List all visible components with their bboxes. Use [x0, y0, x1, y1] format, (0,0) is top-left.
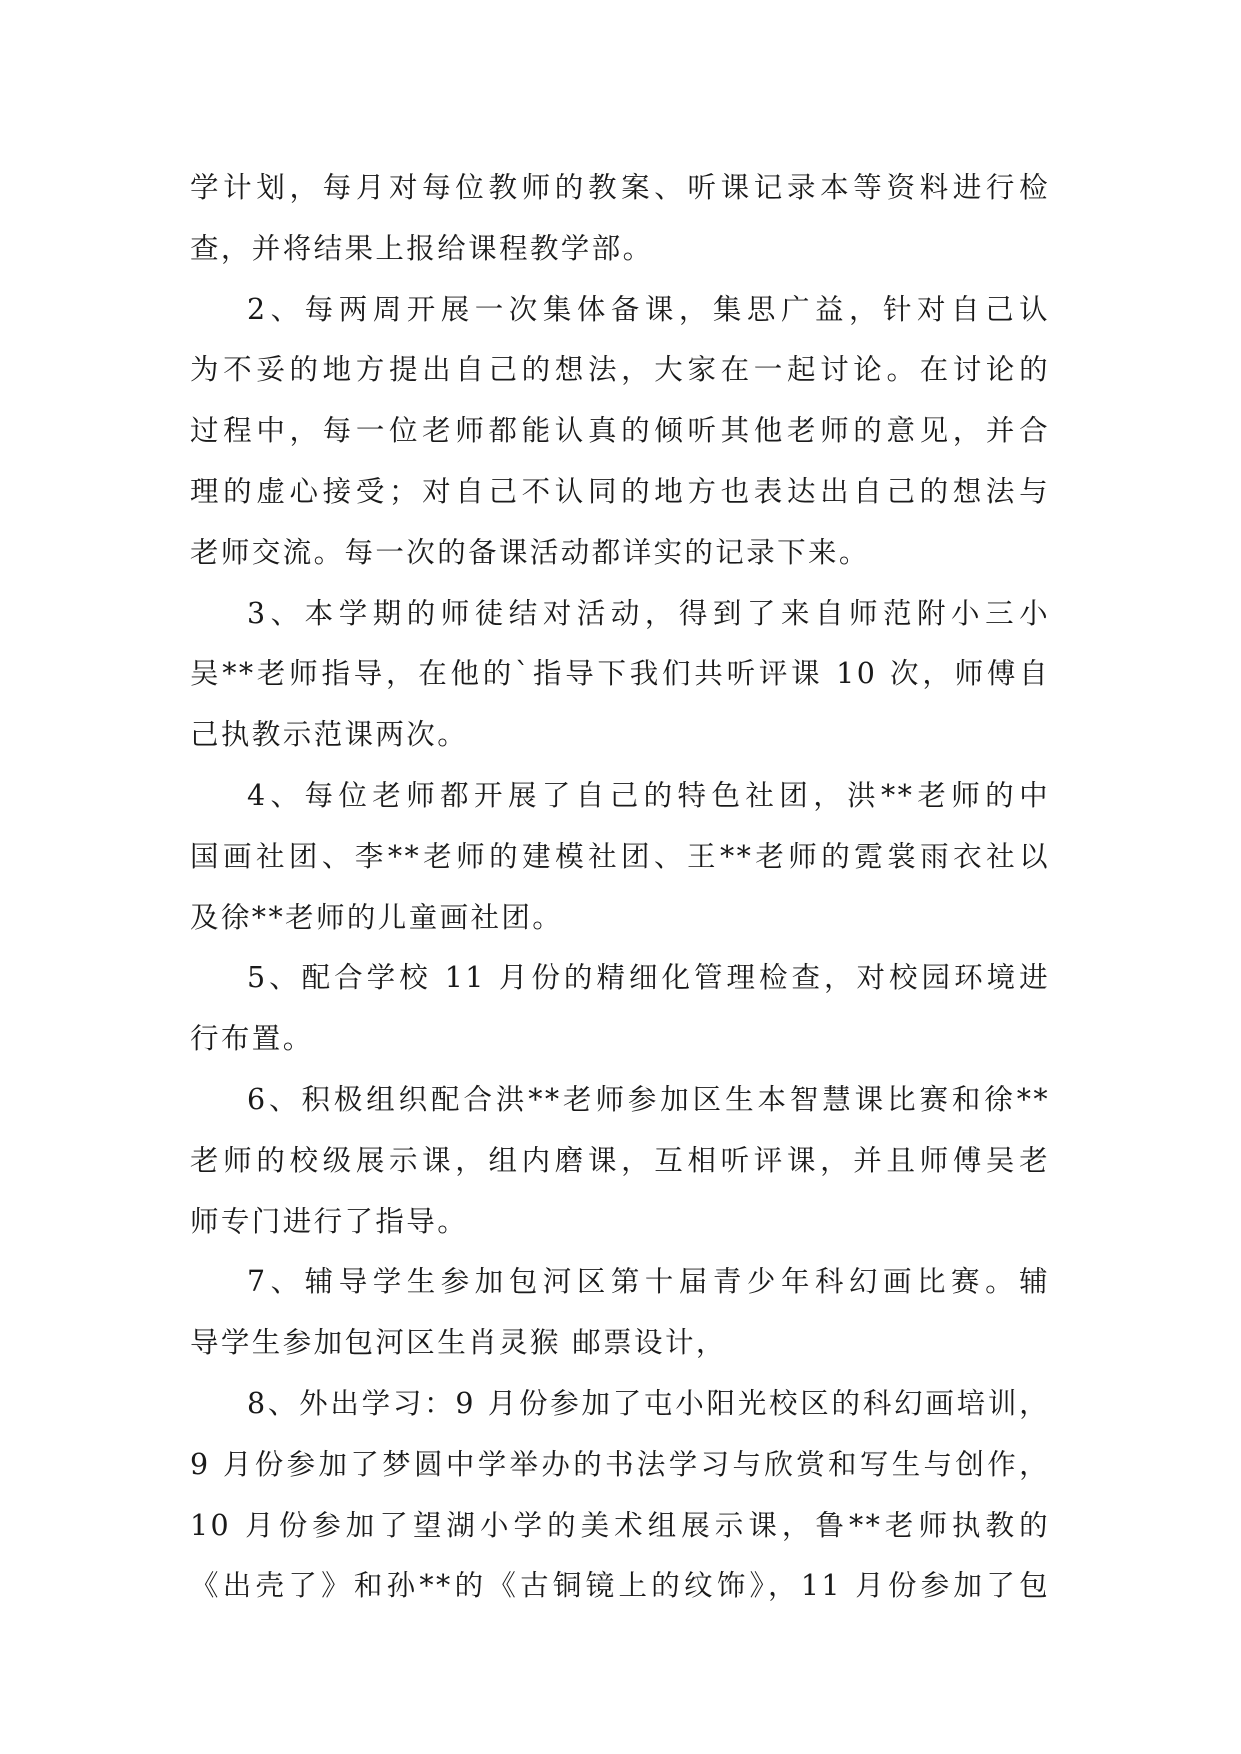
text-line: 7、辅导学生参加包河区第十届青少年科幻画比赛。辅 [247, 1265, 1050, 1299]
text-line: 过程中，每一位老师都能认真的倾听其他老师的意见，并合 [190, 414, 1050, 448]
text-line: 行布置。 [190, 1022, 314, 1056]
text-line: 学计划，每月对每位教师的教案、听课记录本等资料进行检 [190, 171, 1050, 204]
text-line: 9 月份参加了梦圆中学举办的书法学习与欣赏和写生与创作， [190, 1447, 1050, 1481]
text-line: 己执教示范课两次。 [190, 718, 469, 752]
text-line: 理的虚心接受；对自己不认同的地方也表达出自己的想法与 [190, 474, 1050, 508]
text-line: 老师的校级展示课，组内磨课，互相听评课，并且师傅吴老 [190, 1143, 1050, 1177]
text-line: 2、每两周开展一次集体备课，集思广益，针对自己认 [247, 292, 1050, 326]
text-line: 10 月份参加了望湖小学的美术组展示课，鲁**老师执教的 [190, 1508, 1050, 1542]
text-line: 5、配合学校 11 月份的精细化管理检查，对校园环境进 [247, 961, 1050, 995]
text-line: 及徐**老师的儿童画社团。 [190, 900, 564, 934]
text-line: 4、每位老师都开展了自己的特色社团，洪**老师的中 [247, 778, 1050, 812]
text-line: 师专门进行了指导。 [190, 1204, 469, 1238]
document-body [190, 158, 1050, 1617]
text-line: 为不妥的地方提出自己的想法，大家在一起讨论。在讨论的 [190, 353, 1050, 387]
text-line: 《出壳了》和孙**的《古铜镜上的纹饰》，11 月份参加了包 [190, 1569, 1050, 1603]
text-line: 吴**老师指导，在他的`指导下我们共听评课 10 次，师傅自 [190, 657, 1050, 691]
text-line: 6、积极组织配合洪**老师参加区生本智慧课比赛和徐** [247, 1082, 1050, 1116]
text-line: 查，并将结果上报给课程教学部。 [190, 231, 654, 265]
text-line: 导学生参加包河区生肖灵猴 邮票设计， [190, 1326, 727, 1360]
text-line: 3、本学期的师徒结对活动，得到了来自师范附小三小 [247, 596, 1050, 630]
text-line: 国画社团、李**老师的建模社团、王**老师的霓裳雨衣社以 [190, 839, 1050, 873]
text-line: 老师交流。每一次的备课活动都详实的记录下来。 [190, 535, 870, 569]
text-line: 8、外出学习：9 月份参加了屯小阳光校区的科幻画培训， [247, 1386, 1050, 1420]
